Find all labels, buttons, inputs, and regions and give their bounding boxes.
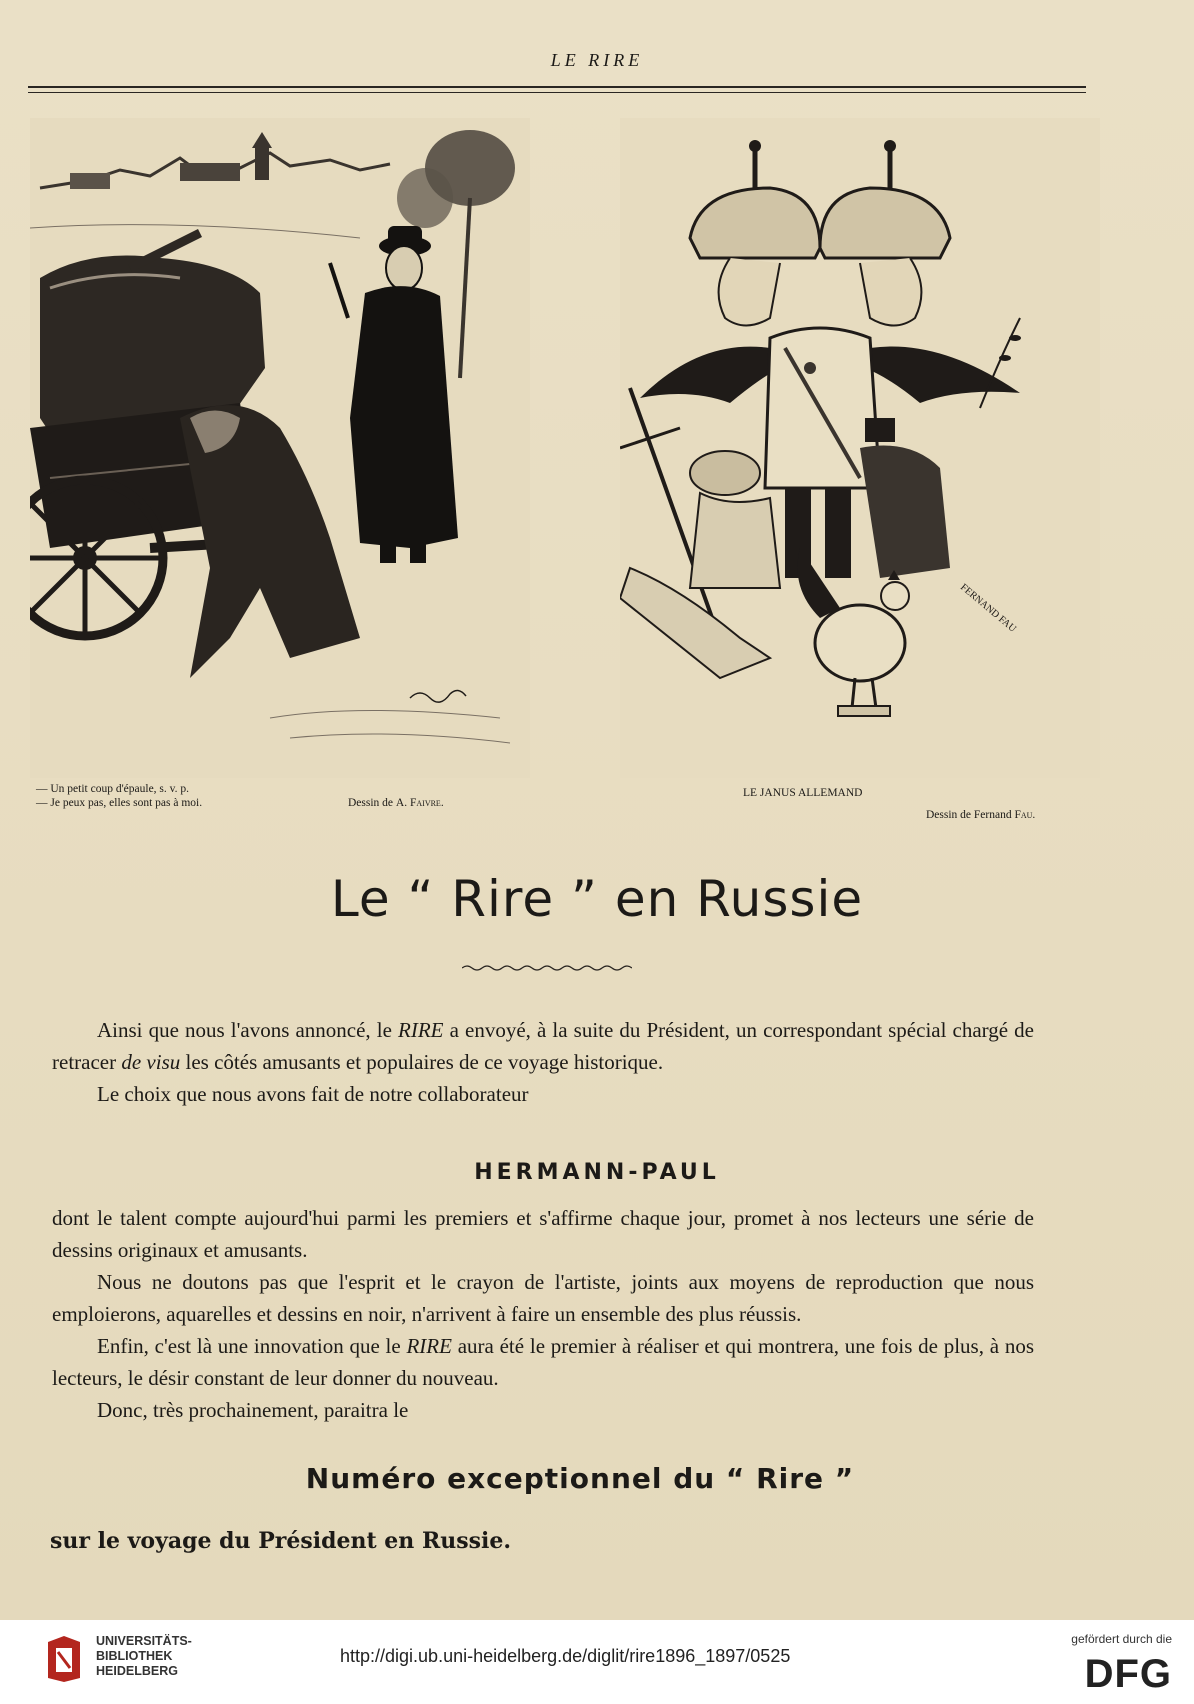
para1-part-b: a envoyé, à la suite du Président, un correspondant spécial chargé de retracer <box>52 1018 1035 1074</box>
cart-drawing <box>30 118 530 778</box>
funded-by-label: gefördert durch die <box>1071 1632 1172 1646</box>
source-url[interactable]: http://digi.ub.uni-heidelberg.de/diglit/rire1896_1897/0525 <box>340 1646 791 1666</box>
special-issue-subtitle: sur le voyage du Président en Russie. <box>50 1528 512 1554</box>
paragraph-5 <box>52 1330 1034 1394</box>
para5-part-b: aura été le premier à réaliser et qui montrera, une fois de plus, à nos lecteurs, le désir constant de leur donner du nouveau. <box>52 1334 1034 1390</box>
collaborator-name: HERMANN-PAUL <box>474 1160 720 1185</box>
library-line-3: HEIDELBERG <box>96 1664 178 1678</box>
caption-line-1: — Un petit coup d'épaule, s. v. p. <box>36 783 190 795</box>
right-caption-title: LE JANUS ALLEMAND <box>743 787 863 799</box>
left-credit-prefix: Dessin de <box>348 797 394 809</box>
dfg-logo: DFG <box>1084 1652 1172 1696</box>
para1-part-c: les côtés amusants et populaires de ce voyage historique. <box>185 1050 664 1074</box>
rire-title-2: RIRE <box>406 1334 452 1358</box>
para1-part-a: Ainsi que nous l'avons annoncé, le <box>97 1018 392 1042</box>
title-ornament <box>462 963 632 973</box>
right-credit-name: Fau. <box>1014 809 1036 821</box>
running-head: LE RIRE <box>550 50 644 70</box>
digitization-footer <box>0 1620 1194 1704</box>
article-title: Le “ Rire ” en Russie <box>330 870 864 928</box>
paragraph-4: Nous ne doutons pas que l'esprit et le crayon de l'artiste, joints aux moyens de reproduction que nous emploierons, aquarelles et dessins en noir, n'arrivent à faire un ensemble des plus réussis. <box>52 1270 1034 1326</box>
header-rule <box>28 86 1086 88</box>
paragraph-2: Le choix que nous avons fait de notre collaborateur <box>97 1082 529 1106</box>
paragraph-1 <box>52 1014 1034 1078</box>
special-issue-heading: Numéro exceptionnel du “ Rire ” <box>305 1462 855 1495</box>
left-caption <box>36 782 202 810</box>
illustration-janus-allemand <box>620 118 1100 778</box>
library-line-1: UNIVERSITÄTS- <box>96 1634 192 1648</box>
article-body-top <box>52 1014 1034 1110</box>
janus-drawing <box>620 118 1100 778</box>
svg-text:FERNAND FAU: FERNAND FAU <box>958 581 1018 635</box>
library-line-2: BIBLIOTHEK <box>96 1649 173 1663</box>
article-body-bottom <box>52 1202 1034 1426</box>
caption-line-2: — Je peux pas, elles sont pas à moi. <box>36 797 203 809</box>
right-credit <box>926 808 1035 822</box>
paragraph-3: dont le talent compte aujourd'hui parmi les premiers et s'affirme chaque jour, promet à nos lecteurs une série de dessins originaux et amusants. <box>52 1206 1034 1262</box>
illustration-cart-scene <box>30 118 530 778</box>
rire-title-1: RIRE <box>398 1018 444 1042</box>
library-logo-icon <box>42 1634 86 1684</box>
left-credit-name: A. Faivre. <box>395 797 444 809</box>
library-name <box>96 1634 192 1679</box>
right-credit-prefix: Dessin de Fernand <box>926 809 1012 821</box>
paragraph-6: Donc, très prochainement, paraitra le <box>97 1398 409 1422</box>
para5-part-a: Enfin, c'est là une innovation que le <box>97 1334 401 1358</box>
left-credit <box>348 796 444 810</box>
header-rule-thin <box>28 92 1086 93</box>
de-visu: de visu <box>121 1050 181 1074</box>
